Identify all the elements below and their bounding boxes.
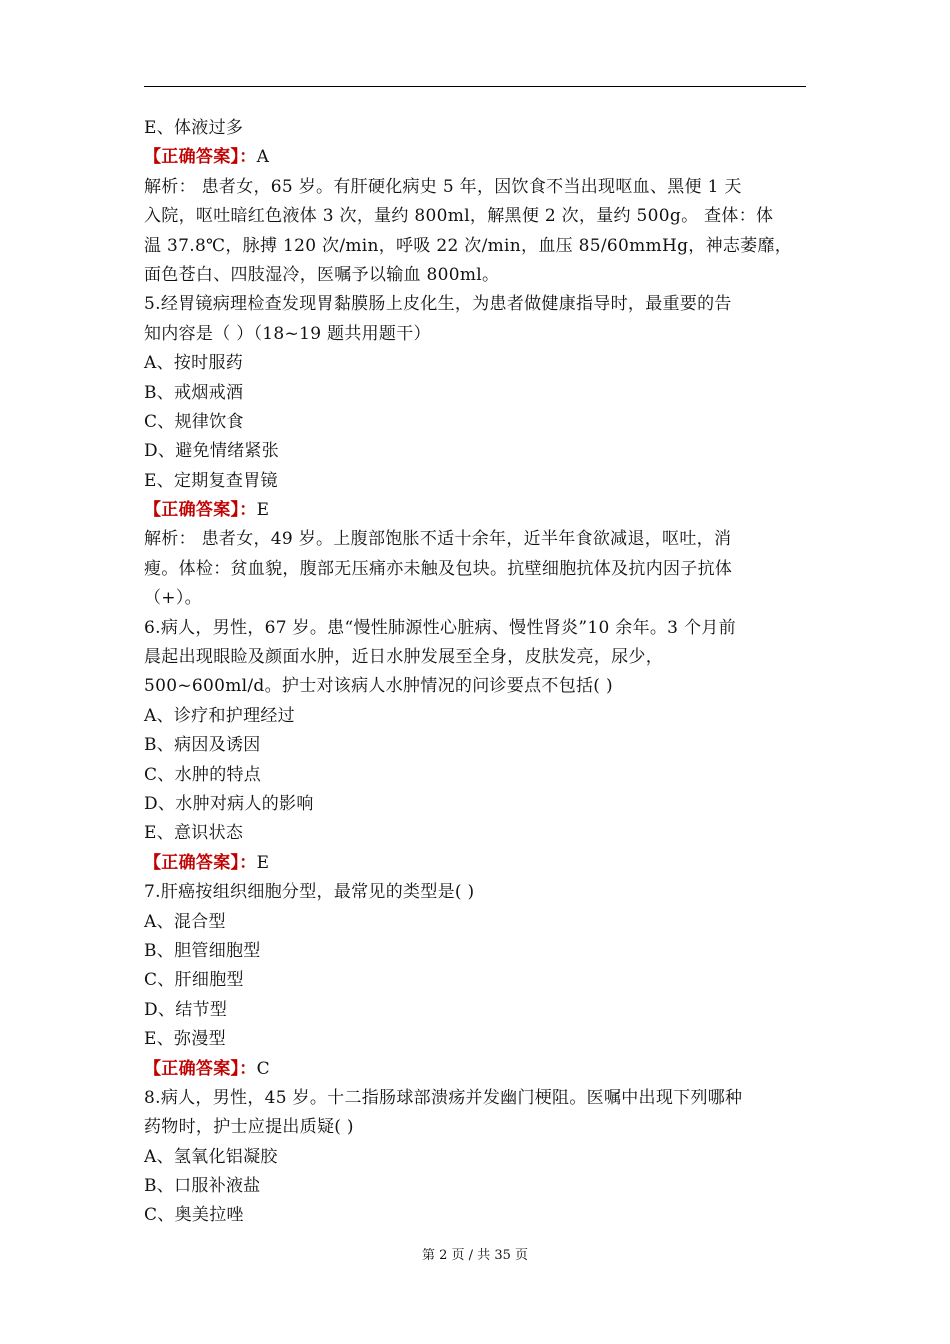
text-line: A、按时服药 — [144, 353, 244, 374]
text-line: E、定期复查胃镜 — [144, 470, 278, 491]
text-line: E、体液过多 — [144, 118, 244, 138]
text-line: D、结节型 — [144, 999, 228, 1020]
text-line: 6.病人，男性，67 岁。患“慢性肺源性心脏病、慢性肾炎”10 余年。3 个月前 — [144, 617, 736, 638]
text-line: 瘦。体检：贫血貌，腹部无压痛亦未触及包块。抗壁细胞抗体及抗内因子抗体 — [144, 558, 733, 579]
text-line: D、避免情绪紧张 — [144, 441, 280, 462]
answer-line — [144, 1055, 806, 1084]
text-line: B、病因及诱因 — [144, 735, 261, 756]
text-line: C、奥美拉唑 — [144, 1205, 244, 1226]
text-line: B、胆管细胞型 — [144, 940, 261, 961]
text-line: 药物时，护士应提出质疑( ) — [144, 1117, 354, 1138]
answer-line — [144, 143, 806, 172]
document-body — [144, 114, 806, 1231]
text-line: 7.肝癌按组织细胞分型，最常见的类型是( ) — [144, 882, 475, 903]
answer-value: E — [256, 500, 270, 521]
text-line: A、诊疗和护理经过 — [144, 705, 295, 726]
text-line: 500~600ml/d。护士对该病人水肿情况的问诊要点不包括( ) — [144, 676, 613, 697]
text-line: A、混合型 — [144, 911, 226, 932]
answer-line — [144, 849, 806, 878]
text-line: 5.经胃镜病理检查发现胃黏膜肠上皮化生，为患者做健康指导时，最重要的告 — [144, 294, 732, 315]
answer-label: 【正确答案】： — [144, 147, 257, 168]
text-line: D、水肿对病人的影响 — [144, 793, 314, 814]
page-footer: 第 2 页 / 共 35 页 — [422, 1248, 528, 1263]
text-line: B、口服补液盐 — [144, 1176, 261, 1197]
answer-label: 【正确答案】： — [144, 852, 257, 873]
text-line: （+）。 — [144, 588, 202, 609]
text-line: C、规律饮食 — [144, 411, 244, 432]
text-line: C、肝细胞型 — [144, 970, 244, 991]
text-line: 入院，呕吐暗红色液体 3 次，量约 800ml，解黑便 2 次，量约 500g。 查体：体 — [144, 206, 774, 227]
text-line: 温 37.8℃，脉搏 120 次/min，呼吸 22 次/min，血压 85/60mmHg，神志萎靡， — [144, 235, 793, 256]
text-line: A、氢氧化铝凝胶 — [144, 1146, 278, 1167]
text-line: 8.病人，男性，45 岁。十二指肠球部溃疡并发幽门梗阻。医嘱中出现下列哪种 — [144, 1087, 743, 1108]
answer-label: 【正确答案】： — [144, 1058, 257, 1079]
text-line: 解析： 患者女，65 岁。有肝硬化病史 5 年，因饮食不当出现呕血、黑便 1 天 — [144, 176, 742, 197]
text-line: C、水肿的特点 — [144, 764, 262, 785]
text-line: 面色苍白、四肢湿冷，医嘱予以输血 800ml。 — [144, 264, 500, 285]
answer-value: C — [256, 1058, 270, 1079]
text-line: 解析： 患者女，49 岁。上腹部饱胀不适十余年，近半年食欲减退，呕吐，消 — [144, 529, 732, 550]
text-line: B、戒烟戒酒 — [144, 382, 244, 403]
answer-line — [144, 496, 806, 525]
text-line: 知内容是（ ）（18~19 题共用题干） — [144, 323, 431, 344]
answer-value: A — [256, 147, 270, 168]
text-line: E、意识状态 — [144, 823, 244, 844]
answer-value: E — [256, 852, 270, 873]
text-line: E、弥漫型 — [144, 1029, 226, 1050]
header-rule — [144, 86, 806, 87]
text-line: 晨起出现眼睑及颜面水肿，近日水肿发展至全身，皮肤发亮，尿少， — [144, 647, 663, 668]
answer-label: 【正确答案】： — [144, 500, 257, 521]
